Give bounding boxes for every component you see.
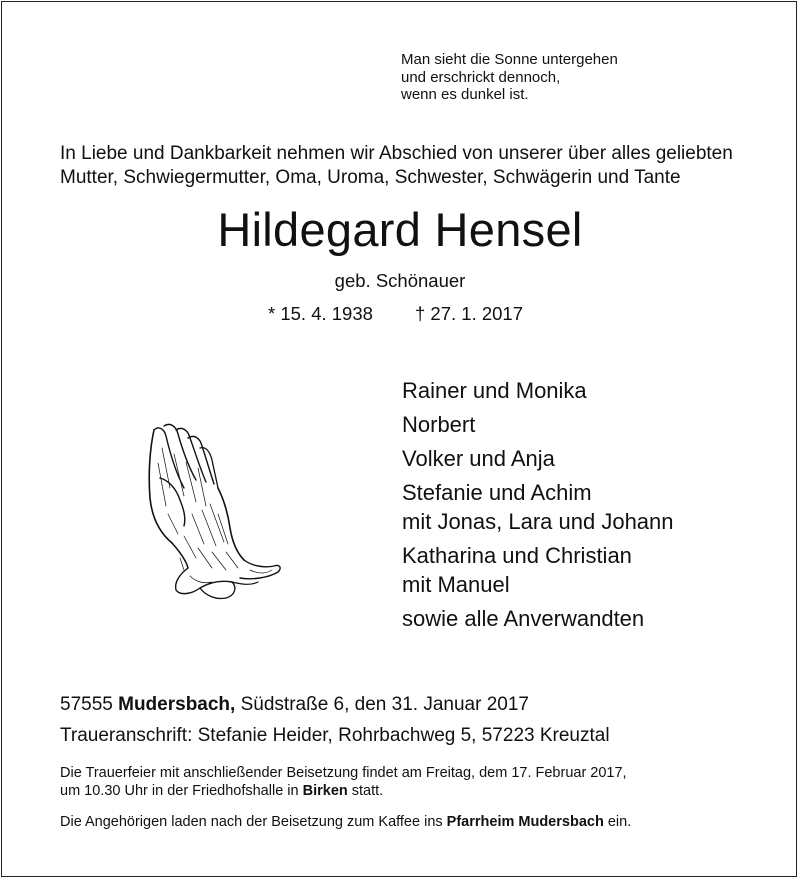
town: Mudersbach, xyxy=(118,694,236,715)
mourner-line: mit Jonas, Lara und Johann xyxy=(402,509,674,534)
mourner-line: sowie alle Anverwandten xyxy=(402,606,645,631)
birth-date: * 15. 4. 1938 xyxy=(268,303,373,324)
mourners-list xyxy=(402,376,674,633)
praying-hands-icon xyxy=(140,418,285,603)
intro-text xyxy=(60,142,733,190)
note-text: um 10.30 Uhr in der Friedhofshalle in xyxy=(60,782,299,799)
mourner-line: Norbert xyxy=(402,412,476,437)
funeral-notes xyxy=(60,765,631,832)
mourner-line: Katharina und Christian xyxy=(402,543,632,568)
zip-code: 57555 xyxy=(60,694,113,715)
quote-line: und erschrickt dennoch, xyxy=(401,68,561,86)
mourning-address: Traueranschrift: Stefanie Heider, Rohrbachweg 5, 57223 Kreuztal xyxy=(60,725,610,746)
street-date: Südstraße 6, den 31. Januar 2017 xyxy=(240,694,529,715)
address-block xyxy=(60,689,610,751)
place-date-line xyxy=(60,689,610,720)
reception-place: Pfarrheim Mudersbach xyxy=(446,814,604,830)
mourner-line: Volker und Anja xyxy=(402,446,555,471)
death-date: † 27. 1. 2017 xyxy=(415,303,524,324)
quote-line: Man sieht die Sonne untergehen xyxy=(401,51,618,68)
note-text: ein. xyxy=(607,814,632,830)
quote-line: wenn es dunkel ist. xyxy=(401,86,529,103)
mourner-line: Stefanie und Achim xyxy=(402,480,592,505)
mourner-line: mit Manuel xyxy=(402,572,510,597)
note-line: Die Trauerfeier mit anschließender Beisetzung findet am Freitag, dem 17. Februar 2017, xyxy=(60,765,627,781)
mourner-line: Rainer und Monika xyxy=(402,378,587,403)
intro-line: Mutter, Schwiegermutter, Oma, Uroma, Schwester, Schwägerin und Tante xyxy=(60,167,681,188)
note-line xyxy=(60,783,631,801)
note-line xyxy=(60,814,631,832)
note-text: statt. xyxy=(351,782,384,799)
birth-name: geb. Schönauer xyxy=(334,270,466,291)
intro-line: In Liebe und Dankbarkeit nehmen wir Abschied von unserer über alles geliebten xyxy=(60,143,733,164)
funeral-place: Birken xyxy=(302,782,348,799)
quote xyxy=(401,51,618,104)
note-text: Die Angehörigen laden nach der Beisetzung zum Kaffee ins xyxy=(60,814,443,830)
deceased-name: Hildegard Hensel xyxy=(217,203,583,256)
